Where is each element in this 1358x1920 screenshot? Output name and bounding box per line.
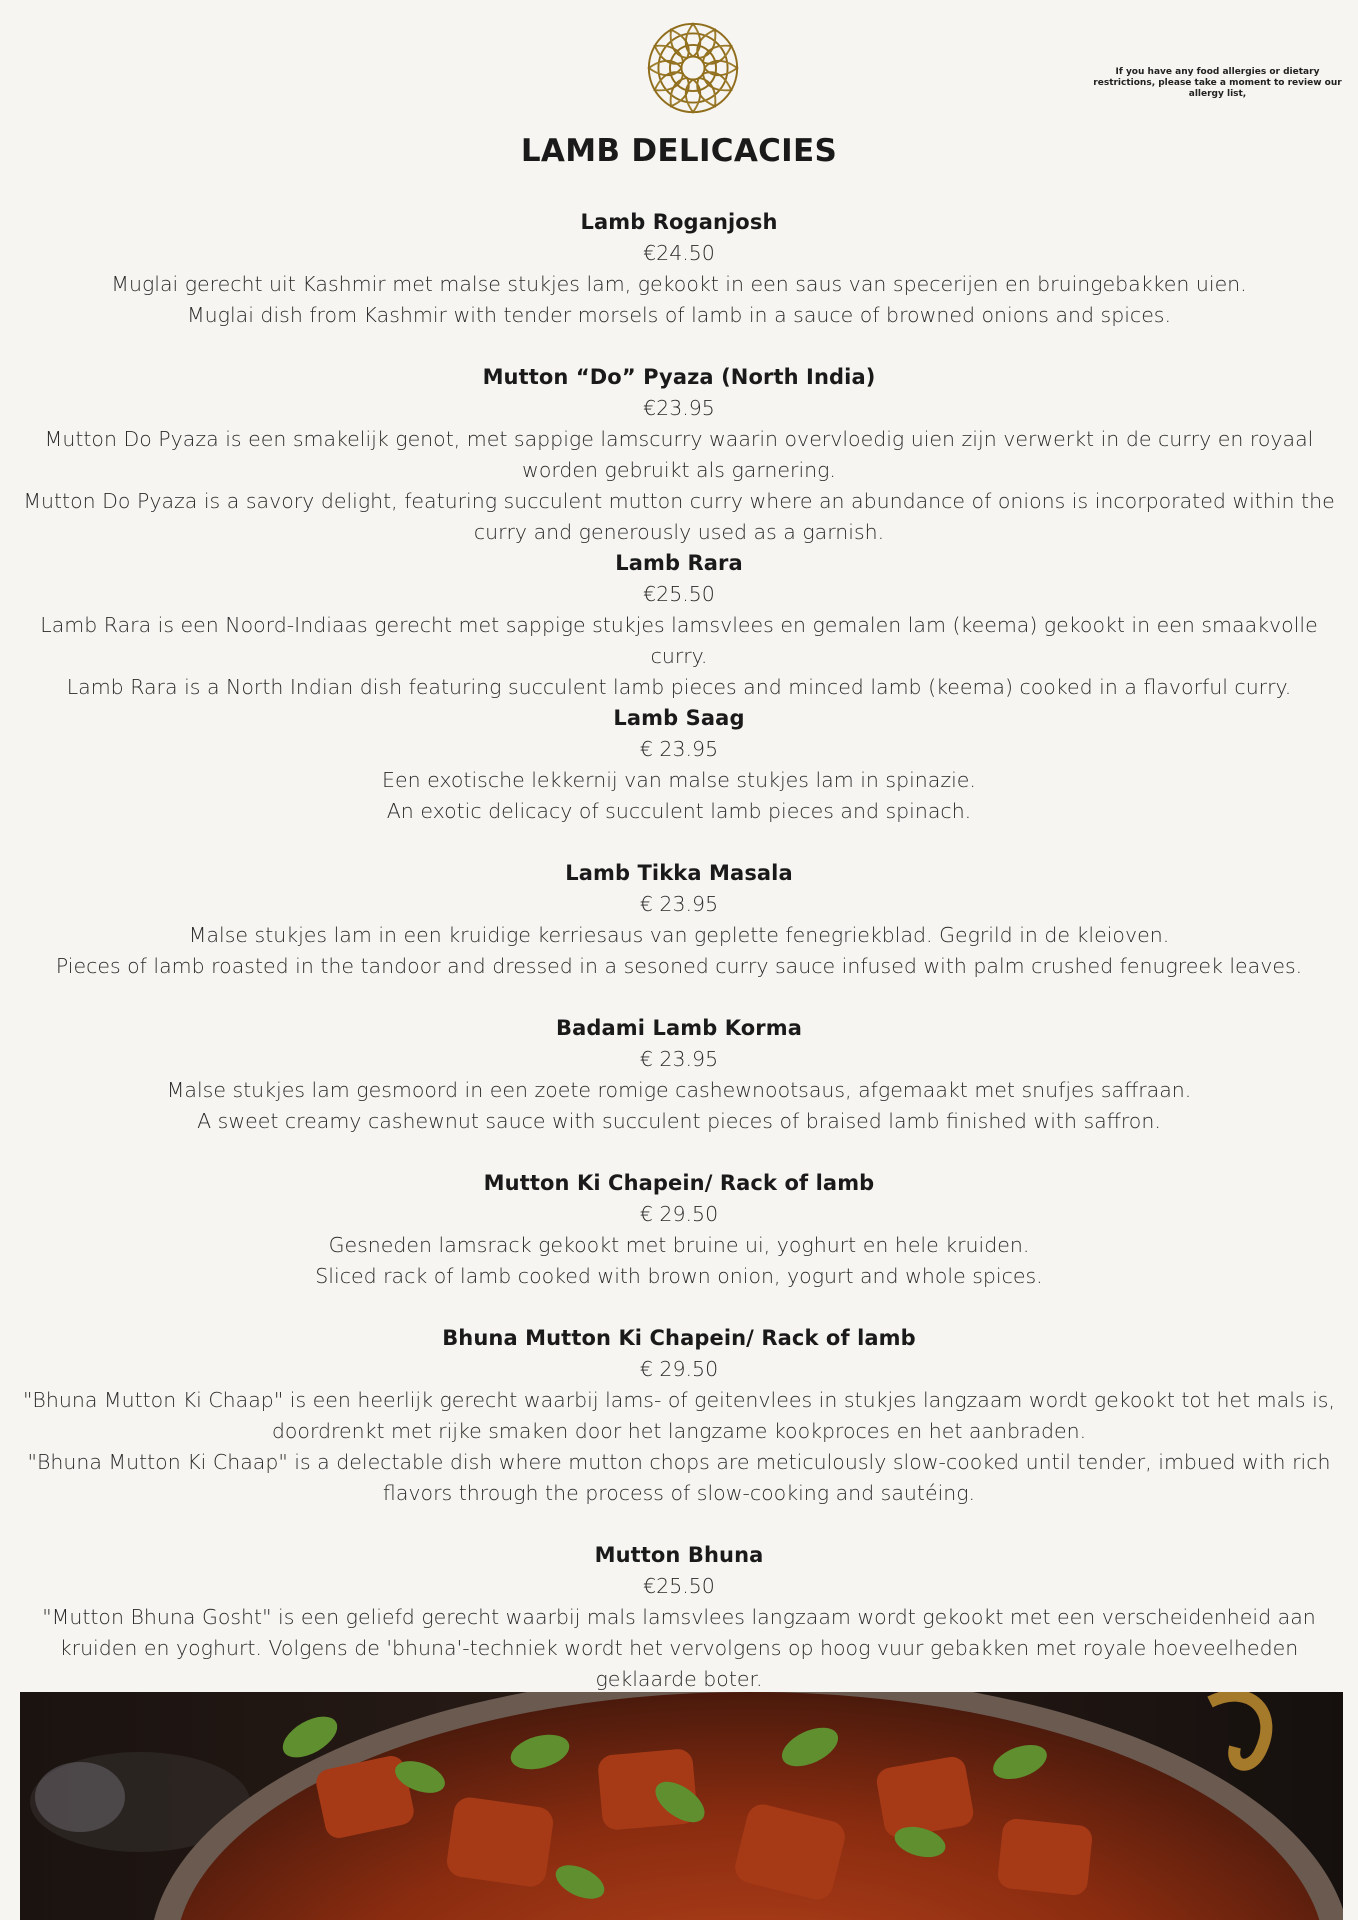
dish-price: € 23.95 <box>639 737 719 761</box>
dish-item <box>20 548 1338 703</box>
dish-price: € 23.95 <box>639 892 719 916</box>
dish-description-en: Muglai dish from Kashmir with tender morsels of lamb in a sauce of browned onions and spices. <box>186 303 1172 327</box>
dish-name: Lamb Saag <box>613 706 745 730</box>
dish-description-nl: Malse stukjes lam in een kruidige kerriesaus van geplette fenegriekblad. Gegrild in de kleioven. <box>188 923 1170 947</box>
dish-description-en: Sliced rack of lamb cooked with brown onion, yogurt and whole spices. <box>315 1264 1043 1288</box>
dish-name: Lamb Roganjosh <box>580 210 778 234</box>
dish-item <box>20 1323 1338 1509</box>
dish-name: Lamb Tikka Masala <box>565 861 793 885</box>
dish-description-en: Mutton Do Pyaza is a savory delight, featuring succulent mutton curry where an abundance of onions is incorporated within the curry and generously used as a garnish. <box>23 489 1335 544</box>
dish-name: Mutton Ki Chapein/ Rack of lamb <box>483 1171 875 1195</box>
dish-description-nl: "Bhuna Mutton Ki Chaap" is een heerlijk gerecht waarbij lams- of geitenvlees in stukjes langzaam wordt gekookt tot het mals is, doordrenkt met rijke smaken door het langzame kookproces en het aanbraden. <box>23 1388 1335 1443</box>
dish-name: Lamb Rara <box>615 551 743 575</box>
dish-description-nl: Mutton Do Pyaza is een smakelijk genot, met sappige lamscurry waarin overvloedig uien zijn verwerkt in de curry en royaal worden gebruikt als garnering. <box>44 427 1314 482</box>
dish-item <box>20 1168 1338 1292</box>
dish-price: €25.50 <box>643 1574 715 1598</box>
dish-item <box>20 207 1338 331</box>
dish-description-en: "Bhuna Mutton Ki Chaap" is a delectable dish where mutton chops are meticulously slow-cooked until tender, imbued with rich flavors through the process of slow-cooking and sautéing. <box>27 1450 1331 1505</box>
dish-price: € 29.50 <box>639 1357 719 1381</box>
curry-dish-photo <box>20 1692 1343 1920</box>
mandala-logo-icon <box>645 20 741 116</box>
dish-description-nl: Lamb Rara is een Noord-Indiaas gerecht met sappige stukjes lamsvlees en gemalen lam (keema) gekookt in een smaakvolle curry. <box>40 613 1318 668</box>
dish-description-en: Lamb Rara is a North Indian dish featuring succulent lamb pieces and minced lamb (keema) cooked in a flavorful curry. <box>66 675 1292 699</box>
dish-description-en: A sweet creamy cashewnut sauce with succulent pieces of braised lamb finished with saffron. <box>197 1109 1161 1133</box>
dish-list <box>20 207 1338 1726</box>
dish-item <box>20 362 1338 548</box>
section-title: LAMB DELICACIES <box>520 133 838 169</box>
dish-description-nl: Muglai gerecht uit Kashmir met malse stukjes lam, gekookt in een saus van specerijen en bruingebakken uien. <box>111 272 1247 296</box>
dish-description-nl: "Mutton Bhuna Gosht" is een geliefd gerecht waarbij mals lamsvlees langzaam wordt gekookt met een verscheidenheid aan kruiden en yoghurt. Volgens de 'bhuna'-techniek wordt het vervolgens op hoog vuur gebakken met royale hoeveelheden geklaarde boter. <box>42 1605 1316 1691</box>
dish-item <box>20 703 1338 827</box>
dish-price: €23.95 <box>643 396 715 420</box>
dish-description-en: An exotic delicacy of succulent lamb pieces and spinach. <box>386 799 972 823</box>
allergy-notice: If you have any food allergies or dietary restrictions, please take a moment to review our allergy list, <box>1093 67 1342 99</box>
dish-description-en: Pieces of lamb roasted in the tandoor and dressed in a sesoned curry sauce infused with palm crushed fenugreek leaves. <box>55 954 1303 978</box>
dish-item <box>20 1013 1338 1137</box>
dish-name: Bhuna Mutton Ki Chapein/ Rack of lamb <box>442 1326 916 1350</box>
dish-description-nl: Gesneden lamsrack gekookt met bruine ui, yoghurt en hele kruiden. <box>328 1233 1030 1257</box>
dish-price: €25.50 <box>643 582 715 606</box>
dish-price: € 23.95 <box>639 1047 719 1071</box>
dish-name: Mutton “Do” Pyaza (North India) <box>482 365 876 389</box>
dish-price: €24.50 <box>643 241 715 265</box>
dish-description-nl: Malse stukjes lam gesmoord in een zoete romige cashewnootsaus, afgemaakt met snufjes saffraan. <box>166 1078 1192 1102</box>
dish-description-nl: Een exotische lekkernij van malse stukjes lam in spinazie. <box>382 768 976 792</box>
dish-price: € 29.50 <box>639 1202 719 1226</box>
dish-name: Badami Lamb Korma <box>556 1016 802 1040</box>
dish-item <box>20 858 1338 982</box>
dish-name: Mutton Bhuna <box>594 1543 764 1567</box>
